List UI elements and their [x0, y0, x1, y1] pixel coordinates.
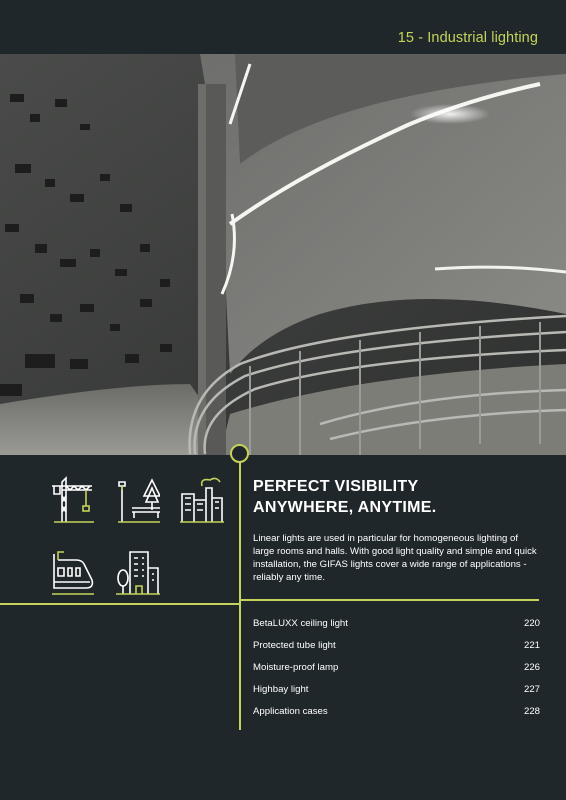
- toc-item-page: 221: [523, 640, 540, 652]
- industrial-plant-icon: [180, 476, 224, 524]
- toc-item-label: Moisture-proof lamp: [253, 661, 339, 673]
- page-header: [0, 0, 566, 54]
- intro-text: Linear lights are used in particular for homogeneous lighting of large rooms and halls. With good light quality and simple and quick installation, the GIFAS lights cover a wide range of applications - reliably any time.: [253, 533, 537, 583]
- toc-item-application-cases[interactable]: [253, 700, 540, 722]
- toc-item-betaluxx[interactable]: [253, 613, 540, 635]
- toc-item-moisture-proof[interactable]: [253, 657, 540, 679]
- toc-item-label: Protected tube light: [253, 640, 336, 652]
- circle-marker: [230, 444, 249, 463]
- toc-item-highbay[interactable]: [253, 678, 540, 700]
- train-icon: [50, 548, 94, 596]
- headline-line-1: PERFECT VISIBILITY: [253, 478, 419, 495]
- chapter-title: 15 - Industrial lighting: [397, 30, 538, 46]
- park-bench-icon: [116, 476, 160, 524]
- application-icons: [50, 476, 230, 596]
- parking-garage-photo: [0, 54, 566, 455]
- headline: [253, 476, 543, 518]
- toc-item-label: BetaLUXX ceiling light: [253, 618, 348, 630]
- construction-crane-icon: [50, 476, 94, 524]
- toc-item-label: Application cases: [253, 705, 328, 717]
- city-buildings-icon: [116, 548, 160, 596]
- divider-left: [0, 603, 241, 605]
- toc-item-label: Highbay light: [253, 683, 309, 695]
- toc-item-protected-tube[interactable]: [253, 635, 540, 657]
- toc-item-page: 227: [523, 683, 540, 695]
- toc-item-page: 226: [523, 661, 540, 673]
- contents-list: [253, 613, 540, 722]
- toc-item-page: 228: [523, 705, 540, 717]
- divider-vertical: [239, 462, 241, 730]
- divider-right: [241, 599, 539, 601]
- headline-line-2: ANYWHERE, ANYTIME.: [253, 499, 437, 516]
- toc-item-page: 220: [523, 618, 540, 630]
